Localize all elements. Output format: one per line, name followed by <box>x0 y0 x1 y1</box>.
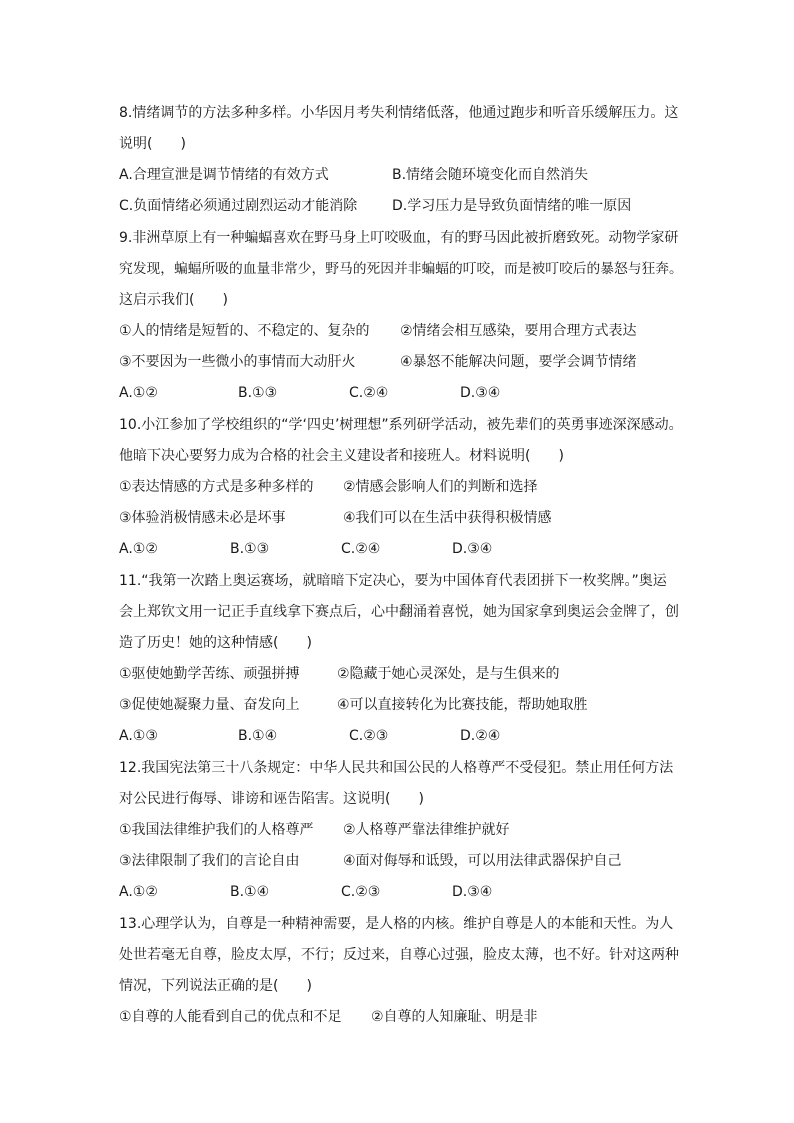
question-11-option-a: A.①③ <box>119 728 158 744</box>
question-9-option-d: D.③④ <box>460 385 501 401</box>
question-12-line-1: 12.我国宪法第三十八条规定：中华人民共和国公民的人格尊严不受侵犯。禁止用任何方法 <box>119 760 674 776</box>
question-10-option-d: D.③④ <box>452 541 493 557</box>
question-9-line-2: 究发现，蝙蝠所吸的血量非常少，野马的死因并非蝙蝠的叮咬，而是被叮咬后的暴怒与狂奔。 <box>119 261 683 277</box>
question-8-option-c: C.负面情绪必须通过剧烈运动才能消除 <box>119 198 358 214</box>
question-11-line-2: 会上郑钦文用一记正手直线拿下赛点后，心中翻涌着喜悦，她为国家拿到奥运会金牌了，创 <box>119 604 679 620</box>
question-12-option-b: B.①④ <box>230 884 270 900</box>
question-9-statement-2: ②情绪会相互感染，要用合理方式表达 <box>400 323 637 339</box>
question-10-statement-1: ①表达情感的方式是多种多样的 <box>119 479 314 495</box>
question-12-statement-2: ②人格尊严靠法律维护就好 <box>343 822 510 838</box>
question-11-line-1: 11.“我第一次踏上奥运赛场，就暗暗下定决心，要为中国体育代表团拼下一枚奖牌。”奥运 <box>119 573 667 589</box>
question-12-statement-4: ④面对侮辱和诋毁，可以用法律武器保护自己 <box>343 853 622 869</box>
question-9-option-c: C.②④ <box>349 385 389 401</box>
question-11-statement-4: ④可以直接转化为比赛技能，帮助她取胜 <box>337 697 588 713</box>
question-8-option-a: A.合理宣泄是调节情绪的有效方式 <box>119 167 329 183</box>
question-12-option-a: A.①② <box>119 884 158 900</box>
question-10-statement-3: ③体验消极情感未必是坏事 <box>119 510 286 526</box>
question-10-line-2: 他暗下决心要努力成为合格的社会主义建设者和接班人。材料说明( ) <box>119 448 564 464</box>
question-11-line-3: 造了历史！她的这种情感( ) <box>119 635 312 651</box>
question-12-option-d: D.③④ <box>452 884 493 900</box>
question-9-statement-3: ③不要因为一些微小的事情而大动肝火 <box>119 354 356 370</box>
question-10-statement-4: ④我们可以在生活中获得积极情感 <box>343 510 552 526</box>
question-13-statement-2: ②自尊的人知廉耻、明是非 <box>371 1009 538 1025</box>
question-8-option-d: D.学习压力是导致负面情绪的唯一原因 <box>392 198 632 214</box>
question-13-line-1: 13.心理学认为，自尊是一种精神需要，是人格的内核。维护自尊是人的本能和天性。为人 <box>119 916 674 932</box>
question-10-option-b: B.①③ <box>230 541 270 557</box>
question-9-line-1: 9.非洲草原上有一种蝙蝠喜欢在野马身上叮咬吸血，有的野马因此被折磨致死。动物学家研 <box>119 230 679 246</box>
question-9-line-3: 这启示我们( ) <box>119 292 228 308</box>
question-9-option-a: A.①② <box>119 385 158 401</box>
question-13-line-2: 处世若毫无自尊，脸皮太厚，不行；反过来，自尊心过强，脸皮太薄，也不好。针对这两种 <box>119 947 679 963</box>
question-8-line-1: 8.情绪调节的方法多种多样。小华因月考失利情绪低落，他通过跑步和听音乐缓解压力。这 <box>119 105 679 121</box>
question-13-line-3: 情况，下列说法正确的是( ) <box>119 978 312 994</box>
question-11-statement-1: ①驱使她勤学苦练、顽强拼搏 <box>119 666 300 682</box>
question-9-statement-4: ④暴怒不能解决问题，要学会调节情绪 <box>400 354 637 370</box>
question-10-option-c: C.②④ <box>341 541 381 557</box>
question-9-option-b: B.①③ <box>238 385 278 401</box>
question-8-option-b: B.情绪会随环境变化而自然消失 <box>392 167 589 183</box>
question-9-statement-1: ①人的情绪是短暂的、不稳定的、复杂的 <box>119 323 370 339</box>
question-11-option-c: C.②③ <box>349 728 389 744</box>
question-11-option-d: D.②④ <box>460 728 501 744</box>
question-10-option-a: A.①② <box>119 541 158 557</box>
question-12-option-c: C.②③ <box>341 884 381 900</box>
question-8-line-2: 说明( ) <box>119 136 186 152</box>
question-12-statement-1: ①我国法律维护我们的人格尊严 <box>119 822 314 838</box>
question-10-statement-2: ②情感会影响人们的判断和选择 <box>343 479 538 495</box>
question-11-statement-3: ③促使她凝聚力量、奋发向上 <box>119 697 300 713</box>
question-10-line-1: 10.小江参加了学校组织的“学‘四史’树理想”系列研学活动，被先辈们的英勇事迹深深感动。 <box>119 417 683 433</box>
question-12-statement-3: ③法律限制了我们的言论自由 <box>119 853 300 869</box>
question-11-statement-2: ②隐藏于她心灵深处，是与生俱来的 <box>337 666 560 682</box>
question-11-option-b: B.①④ <box>238 728 278 744</box>
question-13-statement-1: ①自尊的人能看到自己的优点和不足 <box>119 1009 342 1025</box>
question-12-line-2: 对公民进行侮辱、诽谤和诬告陷害。这说明( ) <box>119 791 424 807</box>
